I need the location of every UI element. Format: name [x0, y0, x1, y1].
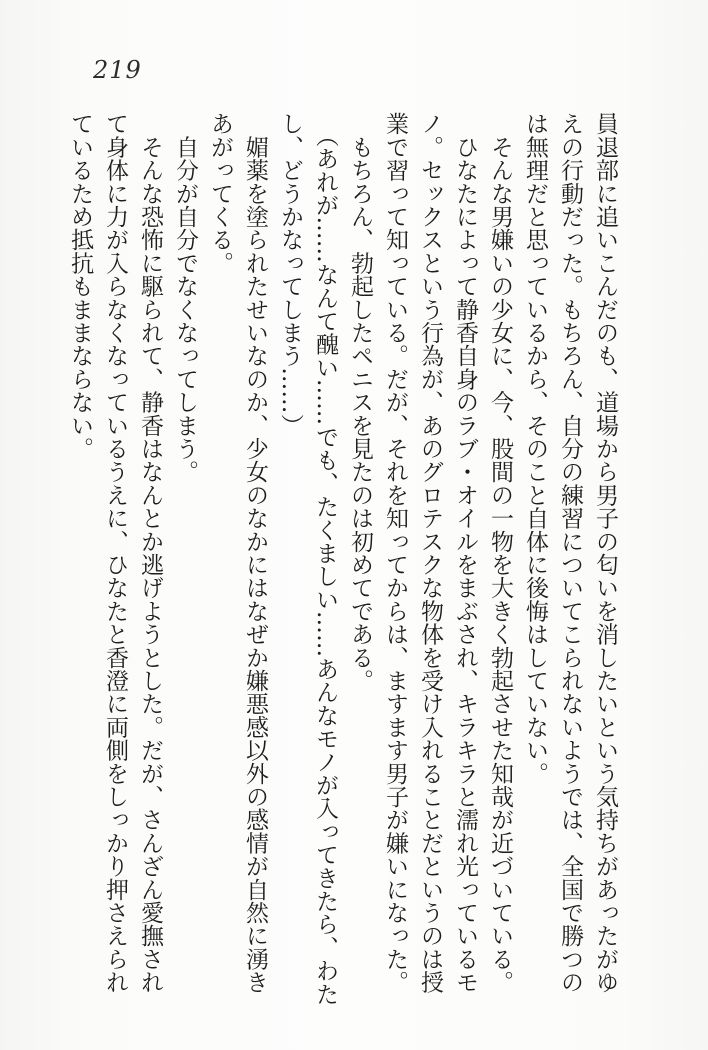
text-line: あがってくる。: [207, 112, 233, 275]
text-line: えの行動だった。もちろん、自分の練習についてこられないようでは、全国で勝つの: [557, 112, 583, 994]
vertical-text-block: [58, 112, 622, 1018]
text-line: 媚薬を塗られたせいなのか、少女のなかにはなぜか嫌悪感以外の感情が自然に湧き: [242, 112, 268, 994]
text-line: （あれが……なんて醜い……でも、たくましい……あんなモノが入ってきたら、わた: [312, 112, 338, 1006]
text-line: そんな男嫌いの少女に、今、股間の一物を大きく勃起させた知哉が近づいている。: [487, 112, 513, 994]
page-number: 219: [93, 56, 142, 84]
text-line: 自分が自分でなくなってしまう。: [172, 112, 198, 484]
text-line: そんな恐怖に駆られて、静香はなんとか逃げようとした。だが、さんざん愛撫され: [137, 112, 163, 994]
text-line: し、どうかなってしまう……）: [277, 112, 303, 437]
text-line: は無理だと思っているから、そのこと自体に後悔はしていない。: [522, 112, 548, 785]
text-line: 業で習って知っている。だが、それを知ってからは、ますます男子が嫌いになった。: [382, 112, 408, 994]
text-line: ているため抵抗もままならない。: [67, 112, 93, 460]
text-line: ノ。セックスという行為が、あのグロテスクな物体を受け入れることだというのは授: [417, 112, 443, 994]
text-line: て身体に力が入らなくなっているうえに、ひなたと香澄に両側をしっかり押さえられ: [102, 112, 128, 994]
text-line: ひなたによって静香自身のラブ・オイルをまぶされ、キラキラと濡れ光っているモ: [452, 112, 478, 994]
text-line: もちろん、勃起したペニスを見たのは初めてである。: [347, 112, 373, 692]
text-line: 員退部に追いこんだのも、道場から男子の匂いを消したいという気持ちがあったがゆ: [592, 112, 618, 994]
